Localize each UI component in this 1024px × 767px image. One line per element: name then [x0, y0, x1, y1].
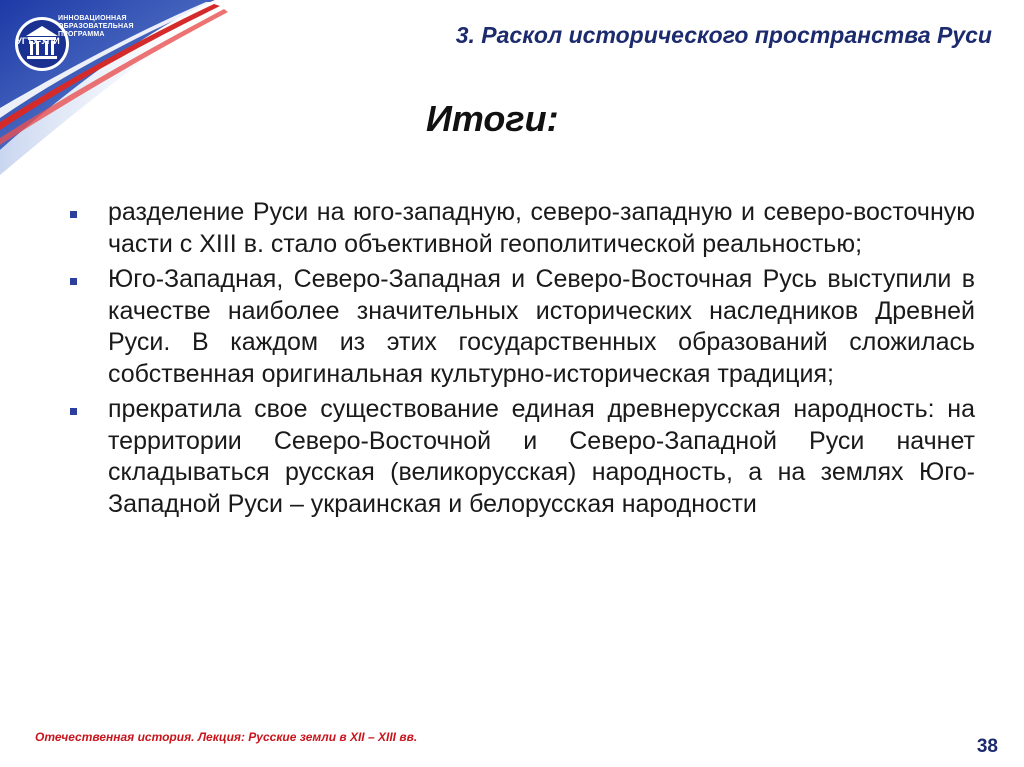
list-item-text: разделение Руси на юго-западную, северо-западную и северо-восточную части с XIII в. стало объективной геополитической реальностью;: [108, 198, 975, 258]
summary-list: [70, 197, 975, 524]
section-title: 3. Раскол исторического пространства Руси: [455, 22, 992, 48]
logo-caption-line: ИННОВАЦИОННАЯ: [58, 15, 127, 22]
square-bullet-icon: [70, 211, 77, 218]
list-item: [70, 264, 975, 390]
slide-heading: Итоги:: [426, 98, 559, 139]
logo-abbreviation: УГТУ-УПИ: [16, 36, 60, 46]
list-item-text: Юго-Западная, Северо-Западная и Северо-Восточная Русь выступили в качестве наиболее значительных исторических наследников Древней Руси. В каждом из этих государственных образований сложилась собственная оригинальная культурно-историческая традиция;: [108, 265, 975, 388]
list-item: [70, 394, 975, 520]
logo-caption-line: ПРОГРАММА: [58, 31, 105, 38]
square-bullet-icon: [70, 278, 77, 285]
list-item-text: прекратила свое существование единая древнерусская народность: на территории Северо-Восточной и Северо-Западной Руси начнет складываться русская (великорусская) народность, а на землях Юго-Западной Руси – украинская и белорусская народности: [108, 395, 975, 518]
page-number: 38: [976, 736, 998, 757]
list-item: [70, 197, 975, 260]
square-bullet-icon: [70, 408, 77, 415]
footer-course-title: Отечественная история. Лекция: Русские земли в XII – XIII вв.: [35, 730, 418, 744]
logo-caption: [58, 15, 168, 39]
logo-caption-line: ОБРАЗОВАТЕЛЬНАЯ: [58, 23, 134, 30]
